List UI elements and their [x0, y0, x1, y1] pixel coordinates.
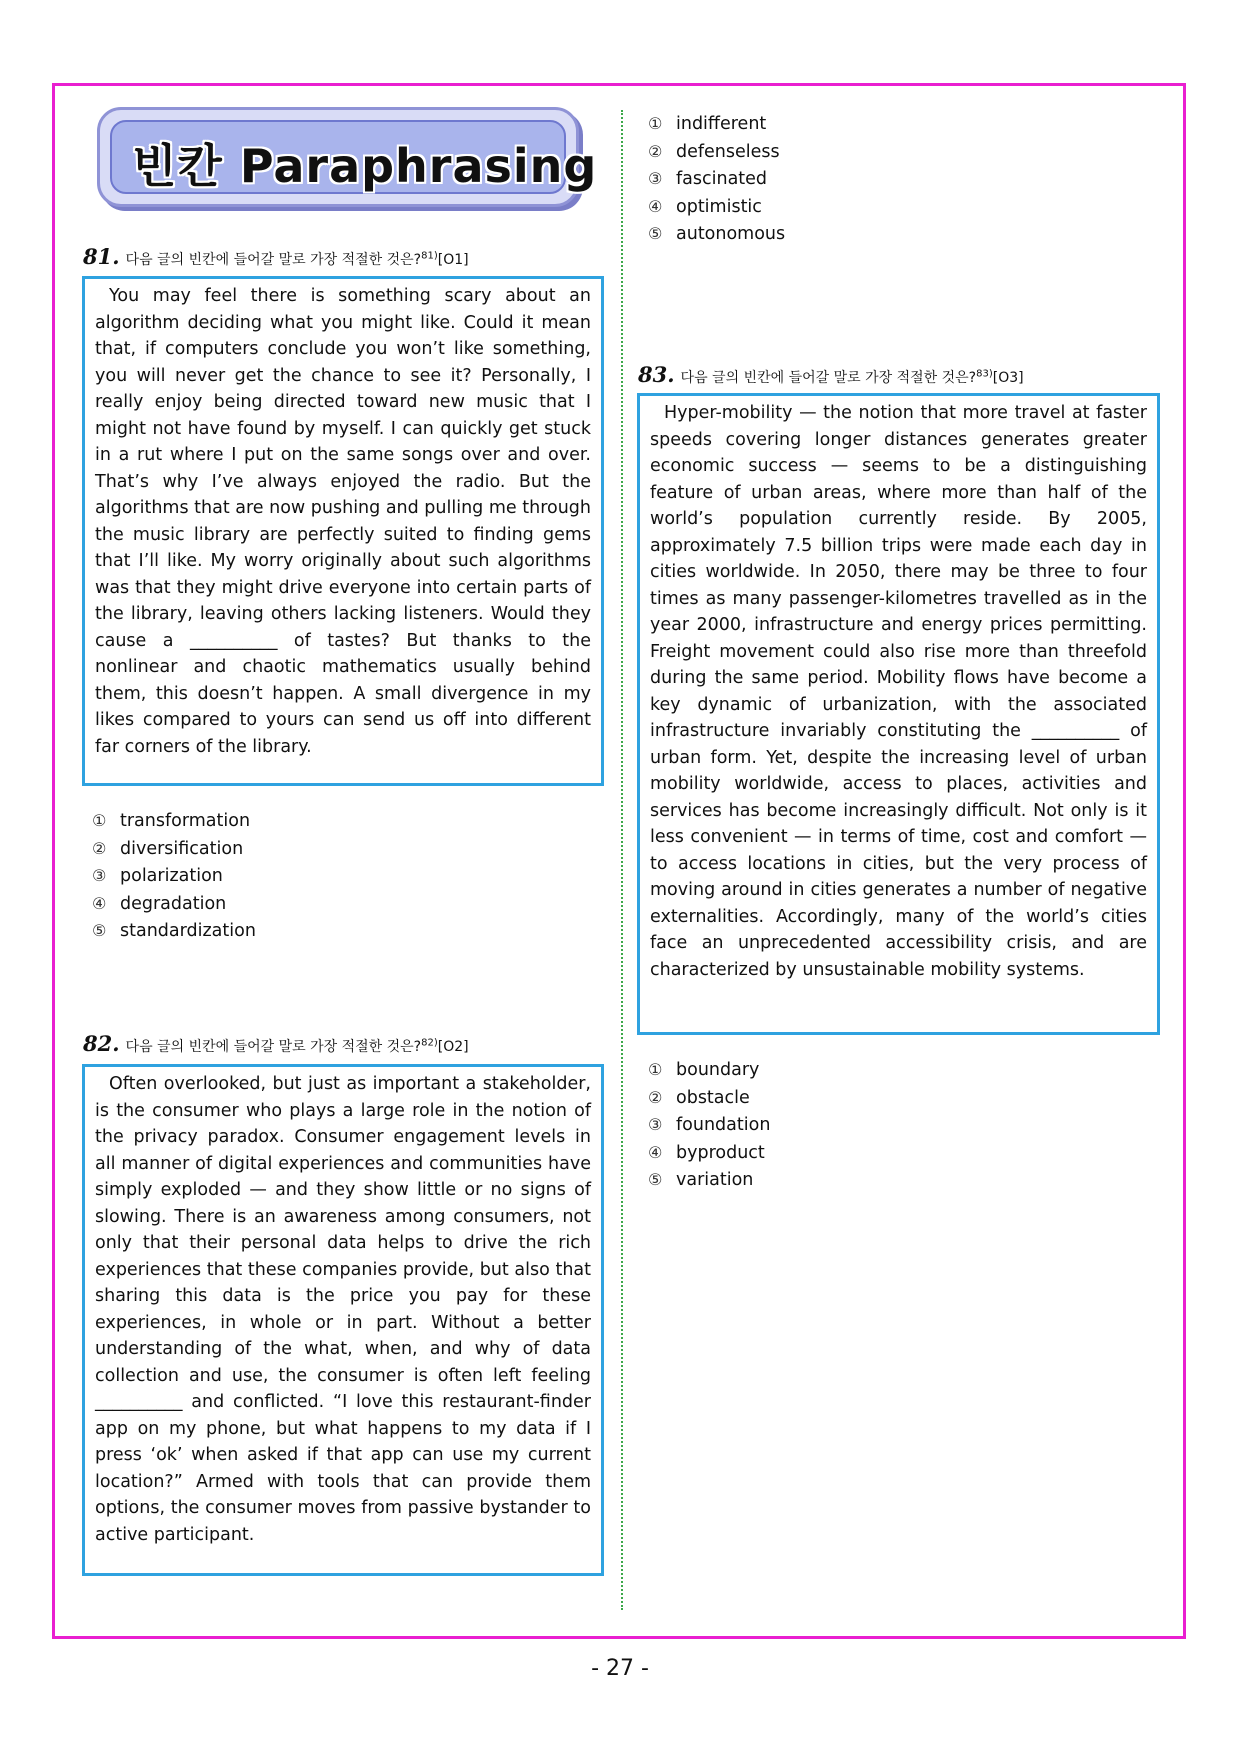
- question-number: 82.: [83, 1031, 120, 1056]
- passage-text: You may feel there is something scary about an algorithm deciding what you might like. Could it mean that, if computers conclude you won’t like something, you will never get the chance to see it? Personally, I really enjoy being directed toward new music that I might not have found by myself. I can quickly get stuck in a rut where I put on the same songs over and over. That’s why I’ve always enjoyed the radio. But the algorithms that are now pushing and pulling me through the music library are perfectly suited to finding gems that I’ll like. My worry originally about such algorithms was that they might drive everyone into certain parts of the library, leaving others lacking listeners. Would they cause a __________ of tastes? But thanks to the nonlinear and chaotic mathematics usually behind them, this doesn’t happen. A small divergence in my likes compared to yours can send us off into different far corners of the library.: [95, 286, 591, 757]
- question-prompt: 다음 글의 빈칸에 들어갈 말로 가장 적절한 것은?: [125, 252, 422, 268]
- answer-option[interactable]: ① boundary: [648, 1060, 760, 1080]
- question-83-passage: [637, 393, 1160, 1035]
- answer-option[interactable]: ④ optimistic: [648, 196, 762, 217]
- answer-option[interactable]: ① transformation: [92, 811, 251, 831]
- section-title: 빈칸 Paraphrasing: [132, 139, 598, 193]
- question-81-passage: [82, 276, 604, 786]
- passage-text: Hyper-mobility — the notion that more travel at faster speeds covering longer distances generates greater economic success — seems to be a distinguishing feature of urban areas, where more than half of the world’s population currently reside. By 2005, approximately 7.5 billion trips were made each day in cities worldwide. In 2050, there may be three to four times as many passenger-kilometres travelled as in the year 2000, infrastructure and energy prices permitting. Freight movement could also rise more than threefold during the same period. Mobility flows have become a key dynamic of urbanization, with the associated infrastructure invariably constituting the __________ of urban form. Yet, despite the increasing level of urban mobility worldwide, access to places, activities and services has become increasingly difficult. Not only is it less convenient — in terms of time, cost and comfort — to access locations in cities, but the very process of moving around in cities generates a number of negative externalities. Accordingly, many of the world’s cities face an unprecedented accessibility crisis, and are characterized by unsustainable mobility systems.: [650, 403, 1147, 980]
- question-code: [O1]: [437, 252, 469, 268]
- answer-option[interactable]: ③ polarization: [92, 866, 223, 886]
- question-ref: 81): [421, 250, 438, 262]
- question-number: 83.: [638, 362, 675, 387]
- question-81-options: [92, 807, 256, 945]
- question-83-header: [638, 362, 1024, 387]
- answer-option[interactable]: ⑤ variation: [648, 1170, 754, 1190]
- question-82-options: [648, 110, 785, 248]
- answer-option[interactable]: ② obstacle: [648, 1087, 750, 1108]
- question-82-header: [83, 1031, 469, 1056]
- question-code: [O2]: [437, 1039, 469, 1055]
- question-ref: 83): [976, 368, 993, 380]
- question-82-passage: [82, 1064, 604, 1576]
- answer-option[interactable]: ④ byproduct: [648, 1142, 765, 1163]
- section-title-inner: [110, 120, 598, 194]
- passage-text: Often overlooked, but just as important a stakeholder, is the consumer who plays a large role in the notion of the privacy paradox. Consumer engagement levels in all manner of digital experiences and communities have simply exploded — and they show little or no signs of slowing. There is an awareness among consumers, not only that their personal data helps to drive the rich experiences that these companies provide, but also that sharing this data is the price you pay for these experiences, in whole or in part. Without a better understanding of the what, when, and why of data collection and use, the consumer is often left feeling __________ and conflicted. “I love this restaurant-finder app on my phone, but what happens to my data if I press ‘ok’ when asked if that app can use my current location?” Armed with tools that can provide them options, the consumer moves from passive bystander to active participant.: [95, 1074, 591, 1545]
- question-prompt: 다음 글의 빈칸에 들어갈 말로 가장 적절한 것은?: [680, 370, 977, 386]
- answer-option[interactable]: ⑤ autonomous: [648, 224, 786, 244]
- question-prompt: 다음 글의 빈칸에 들어갈 말로 가장 적절한 것은?: [125, 1039, 422, 1055]
- answer-option[interactable]: ③ foundation: [648, 1115, 771, 1135]
- page-number: - 27 -: [591, 1656, 649, 1681]
- section-title-banner: [97, 107, 598, 207]
- question-number: 81.: [83, 244, 120, 269]
- column-divider: [621, 110, 623, 1610]
- question-ref: 82): [421, 1037, 438, 1049]
- answer-option[interactable]: ③ fascinated: [648, 169, 768, 189]
- question-83-options: [648, 1056, 770, 1194]
- answer-option[interactable]: ④ degradation: [92, 893, 227, 914]
- answer-option[interactable]: ⑤ standardization: [92, 921, 256, 941]
- answer-option[interactable]: ② diversification: [92, 838, 244, 859]
- question-81-header: [83, 244, 469, 269]
- answer-option[interactable]: ① indifferent: [648, 114, 767, 134]
- question-code: [O3]: [992, 370, 1024, 386]
- answer-option[interactable]: ② defenseless: [648, 141, 780, 162]
